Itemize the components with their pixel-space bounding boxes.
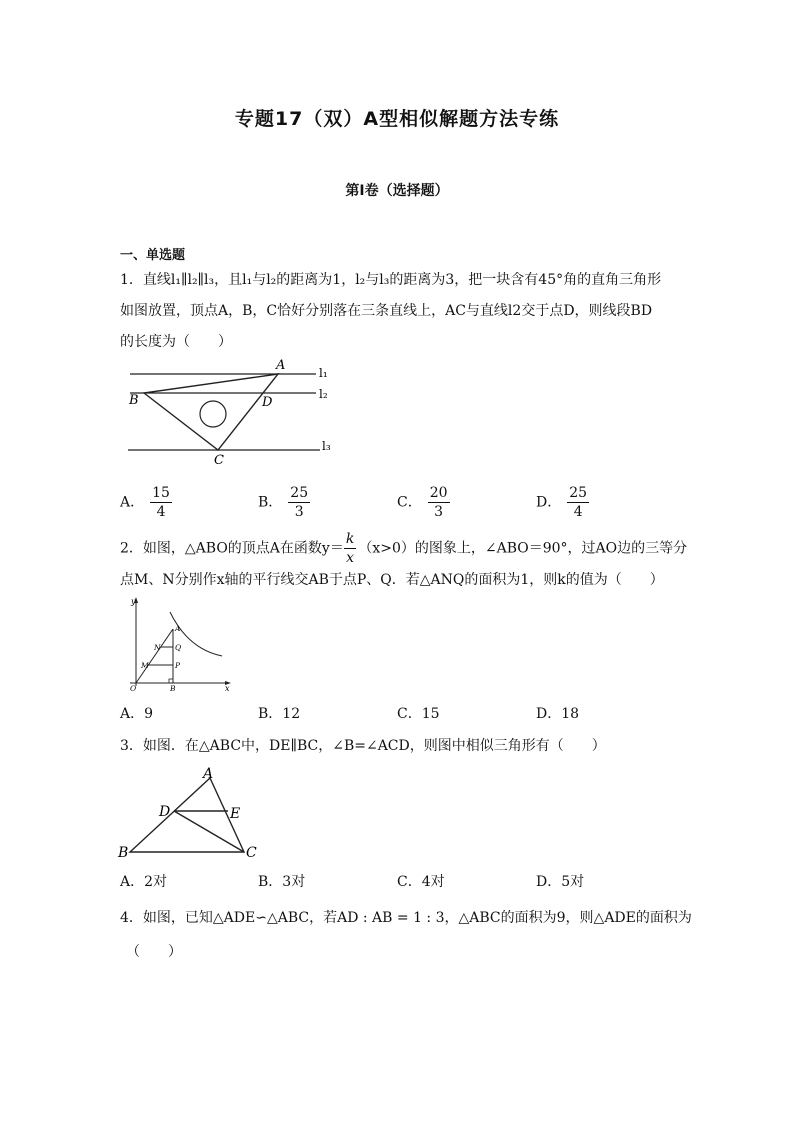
q2-option-c[interactable]: C．15 xyxy=(397,706,440,722)
q2-text-line-2: 点M、N分别作x轴的平行线交AB于点P、Q．若△ANQ的面积为1，则k的值为（ ） xyxy=(120,572,664,588)
q2-option-d[interactable]: D．18 xyxy=(536,706,580,722)
right-angle-mark xyxy=(169,679,173,683)
label-b: B xyxy=(170,684,176,693)
q3-option-c[interactable]: C．4对 xyxy=(397,874,445,890)
label-l3: l₃ xyxy=(322,439,331,453)
option-letter: D． xyxy=(536,494,562,511)
q1-option-d[interactable] xyxy=(536,484,589,521)
q1-option-c[interactable] xyxy=(397,484,450,521)
q1-text-line-1: 1．直线l₁∥l₂∥l₃，且l₁与l₂的距离为1，l₂与l₃的距离为3，把一块含有45°角的直角三角形 xyxy=(120,272,662,288)
triangle-abc xyxy=(130,778,244,852)
q1-option-b[interactable] xyxy=(258,484,310,521)
q3-option-a[interactable]: A．2对 xyxy=(120,874,168,890)
label-l2: l₂ xyxy=(319,387,328,401)
volume-heading: 第I卷（选择题） xyxy=(345,183,449,199)
triangle-abc xyxy=(144,374,278,450)
option-letter: C． xyxy=(397,494,422,511)
q1-text-line-3: 的长度为（ ） xyxy=(120,334,232,350)
option-letter: A． xyxy=(120,494,145,511)
label-b: B xyxy=(129,393,139,408)
q1-text-line-2: 如图放置，顶点A，B，C恰好分别落在三条直线上，AC与直线l2交于点D，则线段BD xyxy=(120,303,653,319)
label-d: D xyxy=(262,395,273,410)
q3-text-line-1: 3．如图．在△ABC中，DE∥BC，∠B=∠ACD，则图中相似三角形有（ ） xyxy=(120,738,606,754)
label-c: C xyxy=(214,453,224,468)
label-d: D xyxy=(159,804,171,820)
q2-text-part-2: （x>0）的图象上，∠ABO＝90°，过AO边的三等分 xyxy=(358,540,688,557)
q3-figure xyxy=(114,764,264,864)
label-a: A xyxy=(203,766,214,782)
q3-option-b[interactable]: B．3对 xyxy=(258,874,306,890)
q1-figure xyxy=(118,356,348,468)
section-heading: 一、单选题 xyxy=(120,248,186,263)
label-e: E xyxy=(230,806,241,822)
label-q: Q xyxy=(175,643,182,652)
option-fraction: $\frac{25}{3}$ xyxy=(290,485,309,520)
q4-text-line-2: （ ） xyxy=(126,944,182,960)
option-fraction: $\frac{20}{3}$ xyxy=(429,485,448,520)
label-n: N xyxy=(154,643,161,652)
q2-option-a[interactable]: A．9 xyxy=(120,706,154,722)
q2-option-b[interactable]: B．12 xyxy=(258,706,301,722)
triangle-hole xyxy=(200,401,226,427)
label-c: C xyxy=(246,845,257,861)
q1-option-a[interactable] xyxy=(120,484,172,521)
label-o: O xyxy=(130,684,137,693)
label-a: A xyxy=(175,624,181,633)
function-fraction: $\frac{k}{x}$ xyxy=(345,531,355,566)
q3-option-d[interactable]: D．5对 xyxy=(536,874,585,890)
label-m: M xyxy=(141,661,149,670)
option-fraction: $\frac{25}{4}$ xyxy=(569,485,588,520)
q2-figure xyxy=(118,594,236,696)
label-l1: l₁ xyxy=(319,366,328,380)
q2-text-part-1: 2．如图，△ABO的顶点A在函数y＝ xyxy=(120,540,344,557)
label-b: B xyxy=(118,845,129,861)
label-p: P xyxy=(175,661,181,670)
q4-text-line-1: 4．如图，已知△ADE∽△ABC，若AD : AB = 1 : 3，△ABC的面积为9，则△ADE的面积为 xyxy=(120,910,692,926)
q2-text-line-1 xyxy=(120,530,687,567)
option-fraction: $\frac{15}{4}$ xyxy=(152,485,170,520)
label-a: A xyxy=(276,358,286,373)
segment-oa xyxy=(136,629,173,683)
label-x: x xyxy=(225,684,230,693)
page-title: 专题17（双）A型相似解题方法专练 xyxy=(234,108,560,130)
label-y: y xyxy=(131,597,136,606)
option-letter: B． xyxy=(258,494,283,511)
